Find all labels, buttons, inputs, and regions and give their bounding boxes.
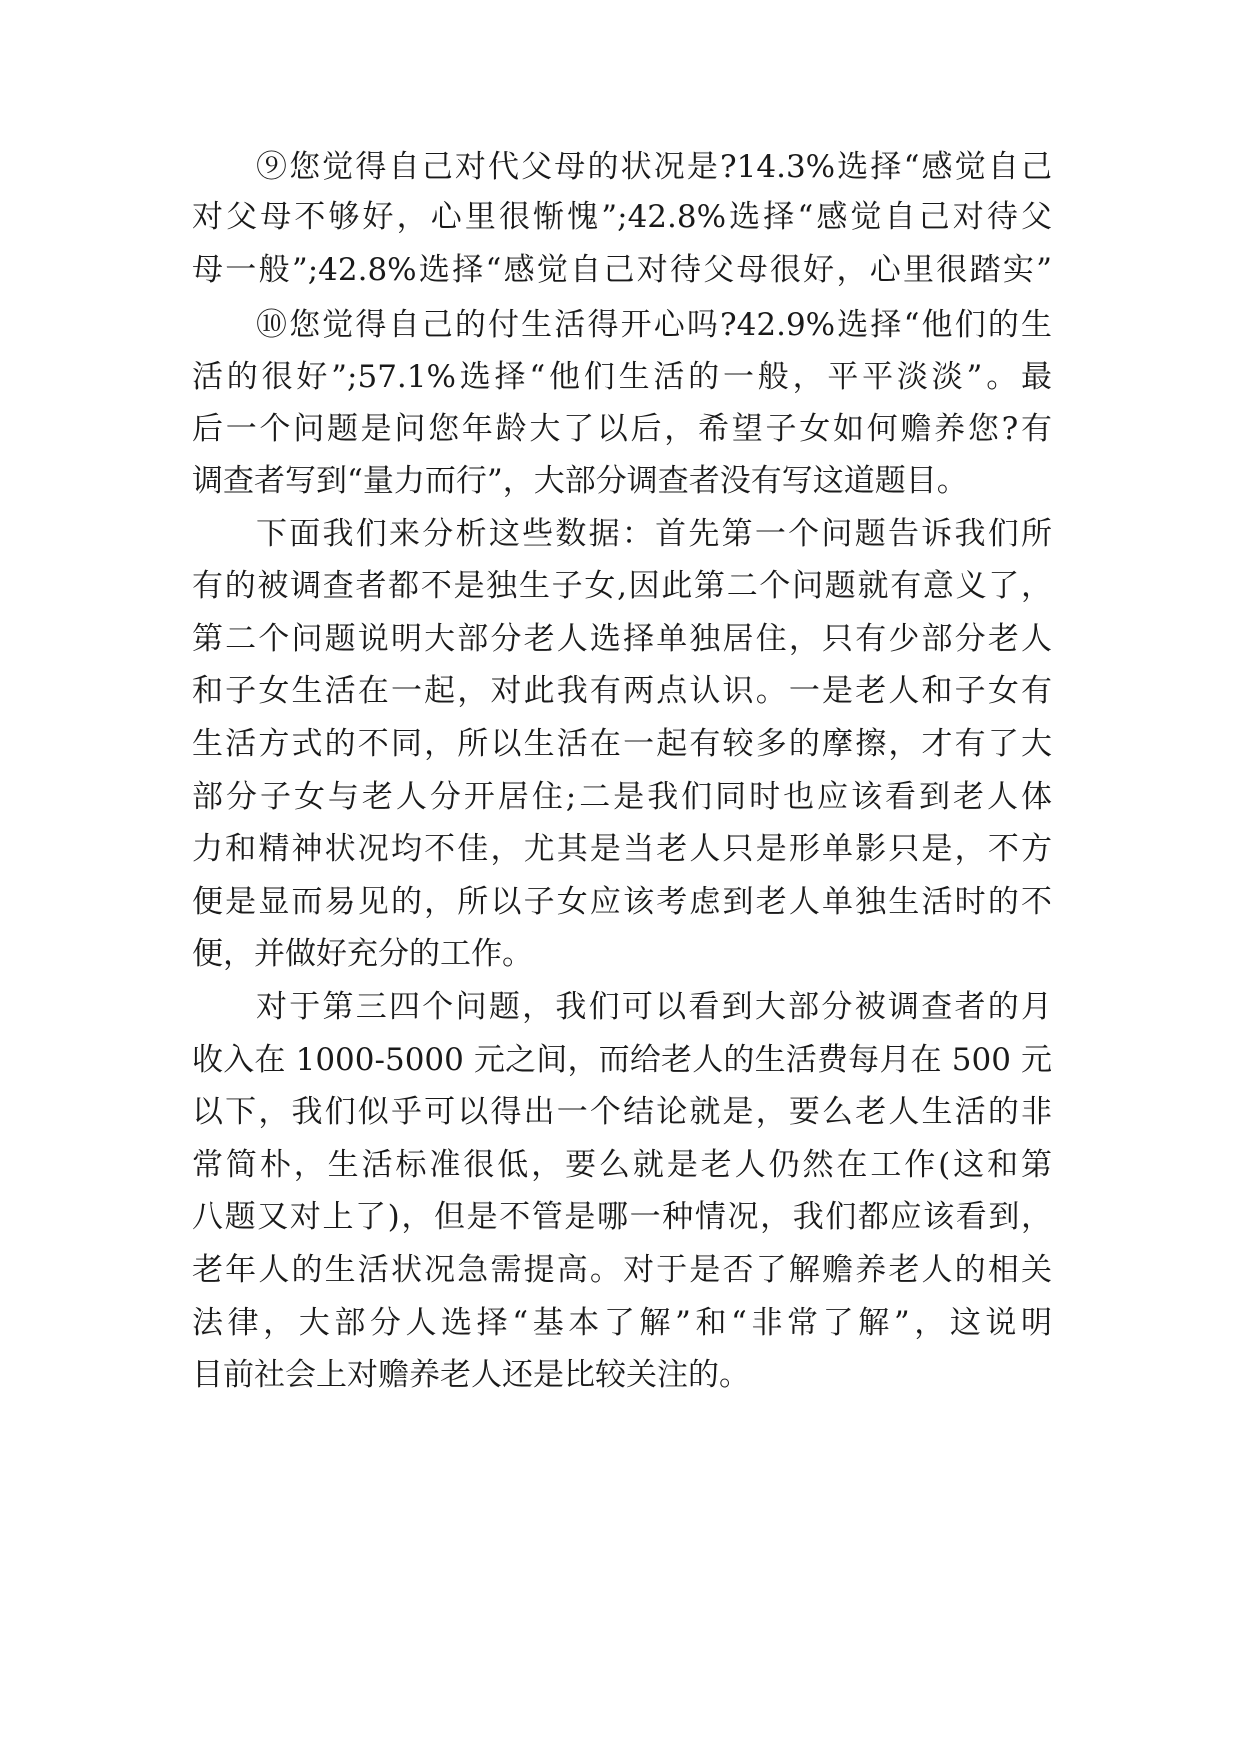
analysis-paragraph-line-7: 力和精神状况均不佳，尤其是当老人只是形单影只是，不方 [192, 831, 1052, 867]
paragraph-10-line-1: ⑩您觉得自己的付生活得开心吗?42.9%选择“他们的生 [256, 307, 1052, 343]
analysis-paragraph-line-2: 有的被调查者都不是独生子女,因此第二个问题就有意义了， [192, 568, 1052, 604]
analysis-paragraph-line-6: 部分子女与老人分开居住;二是我们同时也应该看到老人体 [192, 779, 1052, 815]
paragraph-10-line-3: 后一个问题是问您年龄大了以后，希望子女如何赡养您?有 [192, 411, 1052, 447]
paragraph-9-line-3: 母一般”;42.8%选择“感觉自己对待父母很好，心里很踏实” [192, 252, 1052, 288]
analysis-paragraph-line-1: 下面我们来分析这些数据：首先第一个问题告诉我们所 [256, 516, 1052, 552]
income-paragraph-line-6: 老年人的生活状况急需提高。对于是否了解赡养老人的相关 [192, 1252, 1052, 1288]
paragraph-9-line-2: 对父母不够好，心里很惭愧”;42.8%选择“感觉自己对待父 [192, 199, 1052, 235]
paragraph-10-line-4: 调查者写到“量力而行”，大部分调查者没有写这道题目。 [192, 463, 968, 499]
analysis-paragraph-line-5: 生活方式的不同，所以生活在一起有较多的摩擦，才有了大 [192, 726, 1052, 762]
income-paragraph-line-1: 对于第三四个问题，我们可以看到大部分被调查者的月 [256, 989, 1052, 1025]
income-paragraph-line-3: 以下，我们似乎可以得出一个结论就是，要么老人生活的非 [192, 1094, 1052, 1130]
analysis-paragraph-line-9: 便，并做好充分的工作。 [192, 936, 533, 972]
analysis-paragraph-line-4: 和子女生活在一起，对此我有两点认识。一是老人和子女有 [192, 673, 1052, 709]
paragraph-10-line-2: 活的很好”;57.1%选择“他们生活的一般，平平淡淡”。最 [192, 359, 1052, 395]
paragraph-9-line-1: ⑨您觉得自己对代父母的状况是?14.3%选择“感觉自己 [256, 149, 1052, 185]
income-paragraph-line-4: 常简朴，生活标准很低，要么就是老人仍然在工作(这和第 [192, 1147, 1052, 1183]
income-paragraph-line-5: 八题又对上了)，但是不管是哪一种情况，我们都应该看到， [192, 1199, 1052, 1235]
income-paragraph-line-7: 法律，大部分人选择“基本了解”和“非常了解”，这说明 [192, 1305, 1052, 1341]
income-paragraph-line-8: 目前社会上对赡养老人还是比较关注的。 [192, 1357, 750, 1393]
analysis-paragraph-line-8: 便是显而易见的，所以子女应该考虑到老人单独生活时的不 [192, 884, 1052, 920]
analysis-paragraph-line-3: 第二个问题说明大部分老人选择单独居住，只有少部分老人 [192, 621, 1052, 657]
income-paragraph-line-2: 收入在 1000-5000 元之间，而给老人的生活费每月在 500 元 [192, 1042, 1052, 1078]
